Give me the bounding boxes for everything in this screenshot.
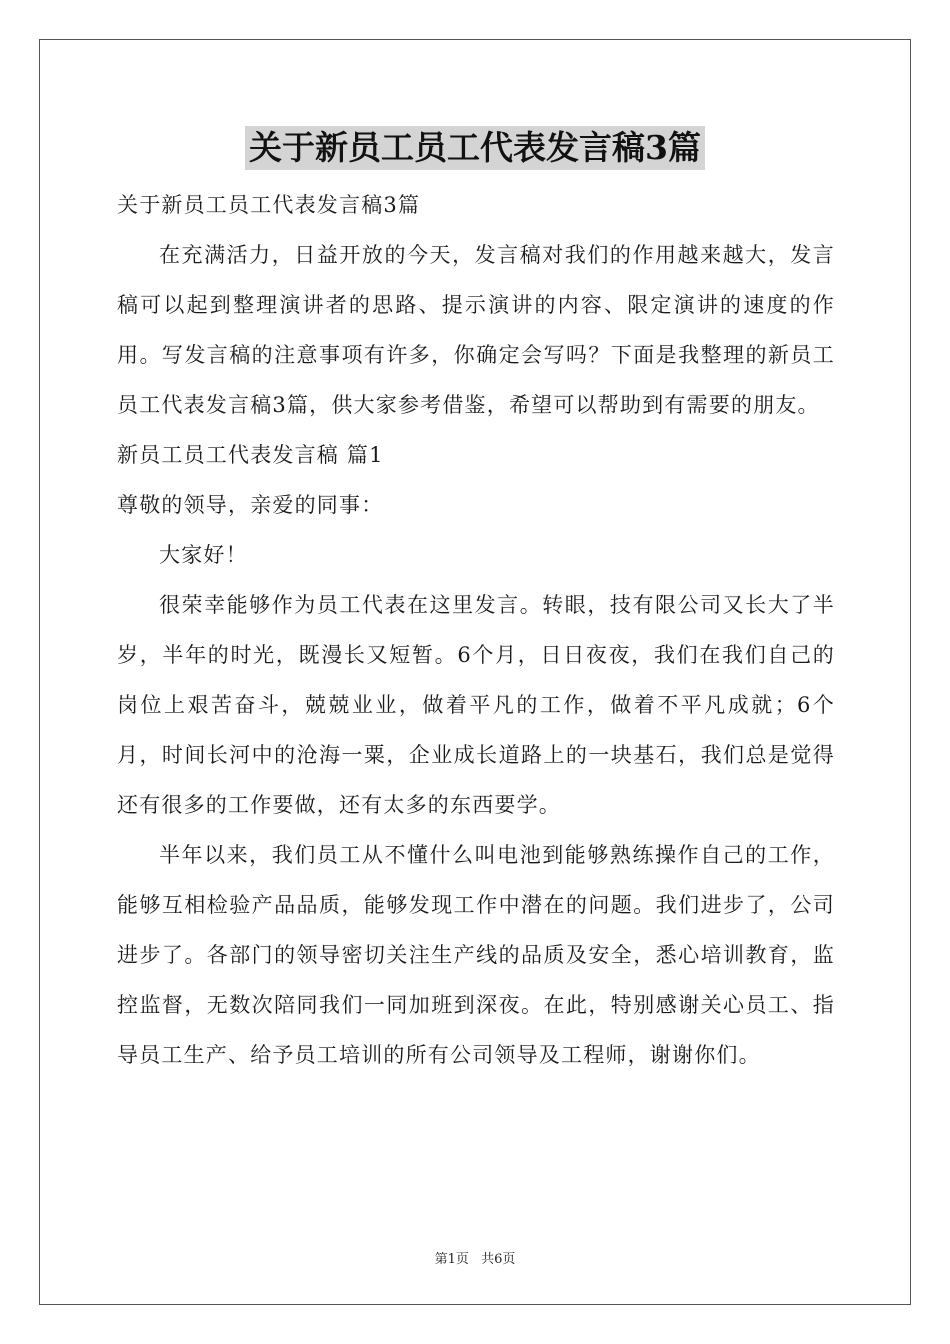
- paragraph: 半年以来，我们员工从不懂什么叫电池到能够熟练操作自己的工作，能够互相检验产品品质，能够发现工作中潜在的问题。我们进步了，公司进步了。各部门的领导密切关注生产线的品质及安全，悉心培训教育，监控监督，无数次陪同我们一同加班到深夜。在此，特别感谢关心员工、指导员工生产、给予员工培训的所有公司领导及工程师，谢谢你们。: [117, 843, 835, 1067]
- paragraph: 关于新员工员工代表发言稿3篇: [117, 193, 421, 217]
- salutation: 尊敬的领导，亲爱的同事：: [117, 493, 384, 517]
- document-title: 关于新员工员工代表发言稿3篇: [245, 126, 705, 170]
- page-total: 共6页: [481, 1252, 516, 1267]
- section-heading: 新员工员工代表发言稿 篇1: [117, 443, 384, 467]
- paragraph: 很荣幸能够作为员工代表在这里发言。转眼，技有限公司又长大了半岁，半年的时光，既漫长又短暂。6个月，日日夜夜，我们在我们自己的岗位上艰苦奋斗，兢兢业业，做着平凡的工作，做着不平凡成就；6个月，时间长河中的沧海一粟，企业成长道路上的一块基石，我们总是觉得还有很多的工作要做，还有太多的东西要学。: [117, 593, 835, 817]
- greeting: 大家好！: [159, 543, 248, 567]
- page-number: 第1页: [434, 1252, 469, 1267]
- page-footer: [0, 1248, 950, 1267]
- title-container: [0, 126, 950, 170]
- document-body: [117, 180, 835, 1080]
- paragraph: 在充满活力，日益开放的今天，发言稿对我们的作用越来越大，发言稿可以起到整理演讲者的思路、提示演讲的内容、限定演讲的速度的作用。写发言稿的注意事项有许多，你确定会写吗？下面是我整理的新员工员工代表发言稿3篇，供大家参考借鉴，希望可以帮助到有需要的朋友。: [117, 243, 835, 417]
